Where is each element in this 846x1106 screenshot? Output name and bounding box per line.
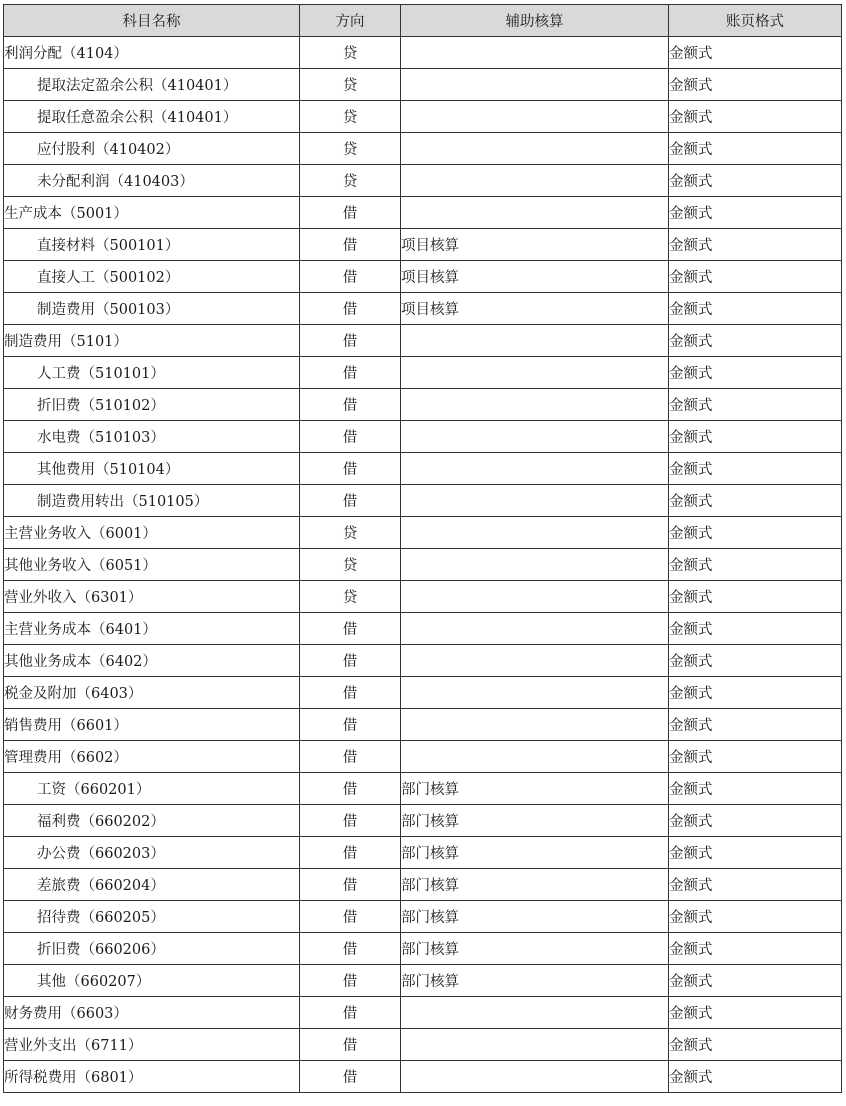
account-name-cell: 水电费（510103） — [4, 421, 300, 453]
format-cell: 金额式 — [669, 325, 842, 357]
account-name-cell: 其他（660207） — [4, 965, 300, 997]
direction-cell: 借 — [300, 485, 401, 517]
auxiliary-cell — [401, 453, 669, 485]
auxiliary-cell — [401, 197, 669, 229]
account-name-cell: 其他业务成本（6402） — [4, 645, 300, 677]
direction-cell: 借 — [300, 325, 401, 357]
direction-cell: 贷 — [300, 517, 401, 549]
auxiliary-cell — [401, 581, 669, 613]
format-cell: 金额式 — [669, 389, 842, 421]
format-cell: 金额式 — [669, 453, 842, 485]
account-name-cell: 人工费（510101） — [4, 357, 300, 389]
auxiliary-cell — [401, 325, 669, 357]
direction-cell: 借 — [300, 453, 401, 485]
format-cell: 金额式 — [669, 101, 842, 133]
format-cell: 金额式 — [669, 773, 842, 805]
account-name-cell: 工资（660201） — [4, 773, 300, 805]
table-row — [4, 421, 842, 453]
format-cell: 金额式 — [669, 933, 842, 965]
auxiliary-cell — [401, 613, 669, 645]
auxiliary-cell — [401, 741, 669, 773]
account-name-cell: 主营业务收入（6001） — [4, 517, 300, 549]
account-name-cell: 其他业务收入（6051） — [4, 549, 300, 581]
account-name-cell: 招待费（660205） — [4, 901, 300, 933]
direction-cell: 借 — [300, 869, 401, 901]
format-cell: 金额式 — [669, 165, 842, 197]
format-cell: 金额式 — [669, 37, 842, 69]
account-name-cell: 财务费用（6603） — [4, 997, 300, 1029]
account-name-cell: 其他费用（510104） — [4, 453, 300, 485]
format-cell: 金额式 — [669, 837, 842, 869]
direction-cell: 借 — [300, 357, 401, 389]
account-name-cell: 销售费用（6601） — [4, 709, 300, 741]
table-row — [4, 389, 842, 421]
account-name-cell: 营业外收入（6301） — [4, 581, 300, 613]
auxiliary-cell: 部门核算 — [401, 869, 669, 901]
auxiliary-cell: 部门核算 — [401, 933, 669, 965]
format-cell: 金额式 — [669, 581, 842, 613]
auxiliary-cell — [401, 517, 669, 549]
direction-cell: 借 — [300, 613, 401, 645]
table-row — [4, 453, 842, 485]
auxiliary-cell — [401, 1029, 669, 1061]
direction-cell: 借 — [300, 677, 401, 709]
format-cell: 金额式 — [669, 197, 842, 229]
table-row — [4, 805, 842, 837]
direction-cell: 借 — [300, 741, 401, 773]
account-name-cell: 税金及附加（6403） — [4, 677, 300, 709]
table-row — [4, 965, 842, 997]
table-row — [4, 517, 842, 549]
format-cell: 金额式 — [669, 69, 842, 101]
table-body — [4, 37, 842, 1093]
auxiliary-cell — [401, 645, 669, 677]
format-cell: 金额式 — [669, 805, 842, 837]
format-cell: 金额式 — [669, 421, 842, 453]
direction-cell: 借 — [300, 805, 401, 837]
auxiliary-cell: 部门核算 — [401, 773, 669, 805]
table-row — [4, 1061, 842, 1093]
auxiliary-cell: 部门核算 — [401, 965, 669, 997]
format-cell: 金额式 — [669, 517, 842, 549]
format-cell: 金额式 — [669, 709, 842, 741]
account-name-cell: 提取法定盈余公积（410401） — [4, 69, 300, 101]
auxiliary-cell: 项目核算 — [401, 229, 669, 261]
auxiliary-cell — [401, 421, 669, 453]
auxiliary-cell — [401, 1061, 669, 1093]
header-direction: 方向 — [300, 5, 401, 37]
direction-cell: 借 — [300, 901, 401, 933]
direction-cell: 借 — [300, 1061, 401, 1093]
table-row — [4, 613, 842, 645]
account-name-cell: 直接人工（500102） — [4, 261, 300, 293]
account-name-cell: 制造费用（5101） — [4, 325, 300, 357]
account-name-cell: 生产成本（5001） — [4, 197, 300, 229]
direction-cell: 借 — [300, 421, 401, 453]
table-row — [4, 741, 842, 773]
auxiliary-cell: 部门核算 — [401, 901, 669, 933]
table-row — [4, 581, 842, 613]
direction-cell: 借 — [300, 389, 401, 421]
account-name-cell: 制造费用转出（510105） — [4, 485, 300, 517]
account-name-cell: 折旧费（510102） — [4, 389, 300, 421]
format-cell: 金额式 — [669, 293, 842, 325]
format-cell: 金额式 — [669, 901, 842, 933]
table-row — [4, 325, 842, 357]
auxiliary-cell — [401, 549, 669, 581]
format-cell: 金额式 — [669, 741, 842, 773]
table-row — [4, 357, 842, 389]
auxiliary-cell — [401, 165, 669, 197]
account-name-cell: 主营业务成本（6401） — [4, 613, 300, 645]
table-row — [4, 293, 842, 325]
auxiliary-cell: 项目核算 — [401, 293, 669, 325]
table-row — [4, 261, 842, 293]
auxiliary-cell — [401, 485, 669, 517]
direction-cell: 贷 — [300, 549, 401, 581]
direction-cell: 贷 — [300, 101, 401, 133]
direction-cell: 贷 — [300, 133, 401, 165]
table-row — [4, 101, 842, 133]
format-cell: 金额式 — [669, 357, 842, 389]
direction-cell: 借 — [300, 261, 401, 293]
table-row — [4, 901, 842, 933]
table-row — [4, 709, 842, 741]
format-cell: 金额式 — [669, 965, 842, 997]
table-row — [4, 837, 842, 869]
header-account-name: 科目名称 — [4, 5, 300, 37]
account-name-cell: 营业外支出（6711） — [4, 1029, 300, 1061]
direction-cell: 借 — [300, 293, 401, 325]
table-row — [4, 645, 842, 677]
direction-cell: 借 — [300, 965, 401, 997]
format-cell: 金额式 — [669, 869, 842, 901]
accounts-sheet — [3, 4, 841, 1093]
direction-cell: 贷 — [300, 165, 401, 197]
auxiliary-cell: 部门核算 — [401, 805, 669, 837]
format-cell: 金额式 — [669, 1029, 842, 1061]
account-name-cell: 未分配利润（410403） — [4, 165, 300, 197]
format-cell: 金额式 — [669, 133, 842, 165]
direction-cell: 借 — [300, 933, 401, 965]
auxiliary-cell — [401, 37, 669, 69]
format-cell: 金额式 — [669, 613, 842, 645]
direction-cell: 贷 — [300, 69, 401, 101]
auxiliary-cell — [401, 357, 669, 389]
table-row — [4, 1029, 842, 1061]
account-name-cell: 福利费（660202） — [4, 805, 300, 837]
table-row — [4, 37, 842, 69]
table-row — [4, 197, 842, 229]
auxiliary-cell — [401, 389, 669, 421]
table-row — [4, 165, 842, 197]
table-row — [4, 933, 842, 965]
accounts-table — [3, 4, 842, 1093]
direction-cell: 贷 — [300, 37, 401, 69]
account-name-cell: 直接材料（500101） — [4, 229, 300, 261]
account-name-cell: 制造费用（500103） — [4, 293, 300, 325]
format-cell: 金额式 — [669, 549, 842, 581]
format-cell: 金额式 — [669, 1061, 842, 1093]
table-row — [4, 869, 842, 901]
account-name-cell: 利润分配（4104） — [4, 37, 300, 69]
direction-cell: 借 — [300, 645, 401, 677]
table-row — [4, 133, 842, 165]
account-name-cell: 提取任意盈余公积（410401） — [4, 101, 300, 133]
auxiliary-cell — [401, 677, 669, 709]
direction-cell: 借 — [300, 229, 401, 261]
table-row — [4, 773, 842, 805]
auxiliary-cell — [401, 133, 669, 165]
header-auxiliary: 辅助核算 — [401, 5, 669, 37]
table-row — [4, 69, 842, 101]
auxiliary-cell — [401, 997, 669, 1029]
direction-cell: 借 — [300, 1029, 401, 1061]
account-name-cell: 应付股利（410402） — [4, 133, 300, 165]
header-row — [4, 5, 842, 37]
format-cell: 金额式 — [669, 229, 842, 261]
format-cell: 金额式 — [669, 261, 842, 293]
account-name-cell: 折旧费（660206） — [4, 933, 300, 965]
direction-cell: 贷 — [300, 581, 401, 613]
account-name-cell: 管理费用（6602） — [4, 741, 300, 773]
format-cell: 金额式 — [669, 645, 842, 677]
auxiliary-cell — [401, 69, 669, 101]
account-name-cell: 所得税费用（6801） — [4, 1061, 300, 1093]
format-cell: 金额式 — [669, 997, 842, 1029]
header-format: 账页格式 — [669, 5, 842, 37]
direction-cell: 借 — [300, 997, 401, 1029]
direction-cell: 借 — [300, 773, 401, 805]
table-row — [4, 549, 842, 581]
direction-cell: 借 — [300, 197, 401, 229]
auxiliary-cell — [401, 709, 669, 741]
format-cell: 金额式 — [669, 677, 842, 709]
table-row — [4, 997, 842, 1029]
table-row — [4, 677, 842, 709]
direction-cell: 借 — [300, 709, 401, 741]
auxiliary-cell: 项目核算 — [401, 261, 669, 293]
direction-cell: 借 — [300, 837, 401, 869]
table-row — [4, 485, 842, 517]
auxiliary-cell — [401, 101, 669, 133]
auxiliary-cell: 部门核算 — [401, 837, 669, 869]
account-name-cell: 办公费（660203） — [4, 837, 300, 869]
account-name-cell: 差旅费（660204） — [4, 869, 300, 901]
format-cell: 金额式 — [669, 485, 842, 517]
table-row — [4, 229, 842, 261]
